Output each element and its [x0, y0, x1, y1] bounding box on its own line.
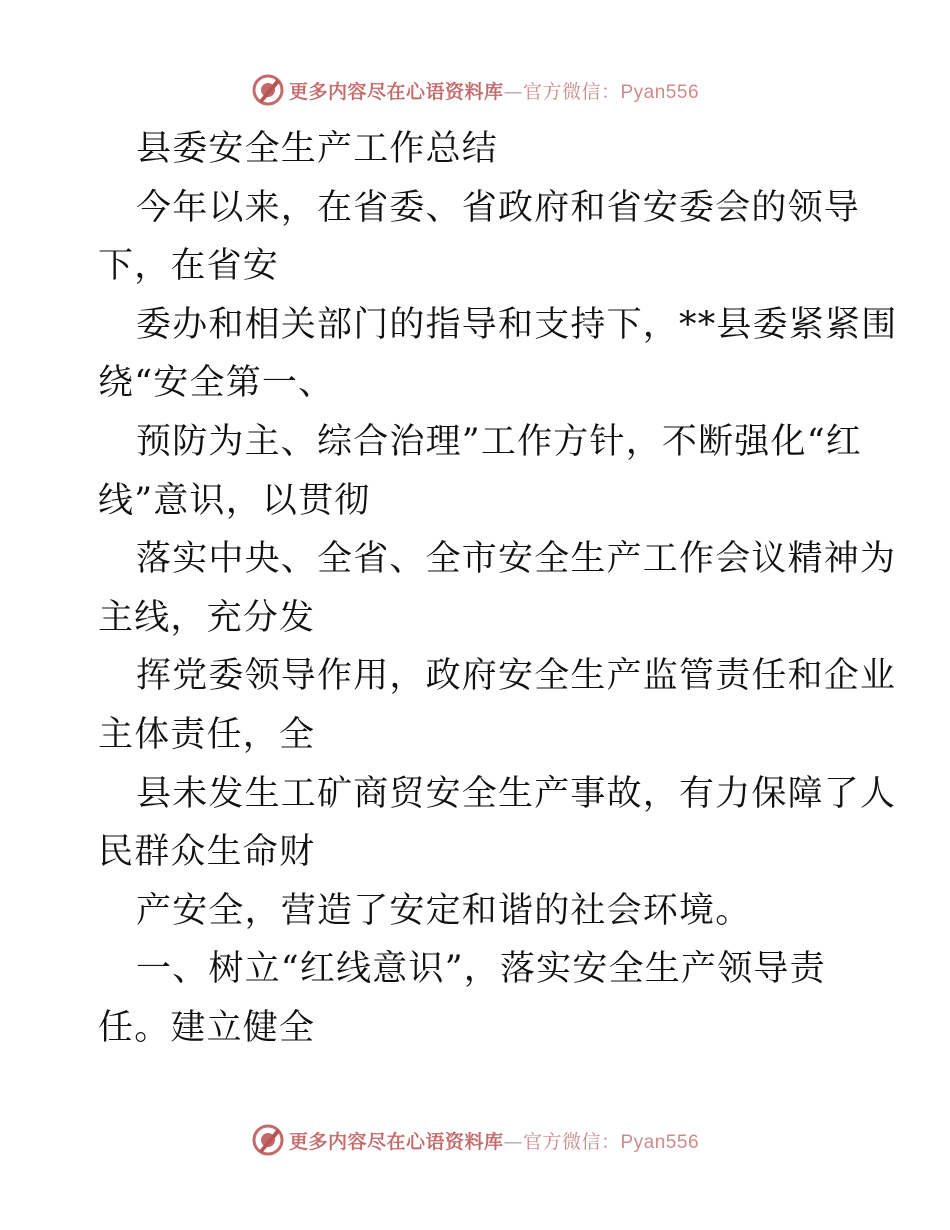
document-line: 今年以来，在省委、省政府和省安委会的领导: [136, 187, 861, 228]
document-line: 民群众生命财: [98, 832, 316, 873]
watermark-wechat-id: Pyan556: [620, 81, 700, 103]
section-heading-line: 一、树立“红线意识”，落实安全生产领导责: [136, 949, 826, 990]
document-title: 县委安全生产工作总结: [136, 129, 499, 169]
document-line: 落实中央、全省、全市安全生产工作会议精神为: [136, 539, 897, 580]
document-line: 县未发生工矿商贸安全生产事故，有力保障了人: [136, 773, 897, 814]
document-line: 绕“安全第一、: [98, 363, 335, 404]
document-line: 预防为主、综合治理”工作方针，不断强化“红: [136, 421, 862, 462]
watermark-text: [289, 1127, 699, 1154]
watermark-wechat-label: 官方微信：: [522, 1130, 621, 1153]
watermark-brand: 更多内容尽在心语资料库: [288, 80, 504, 103]
document-line: 委办和相关部门的指导和支持下，**县委紧紧围: [136, 304, 898, 345]
document-line: 主线，充分发: [98, 597, 316, 638]
watermark-separator: —: [503, 80, 523, 103]
watermark-wechat-label: 官方微信：: [522, 80, 621, 103]
watermark-wechat-id: Pyan556: [620, 1131, 700, 1153]
header-watermark-banner: [0, 70, 950, 110]
document-line: 线”意识，以贯彻: [98, 480, 371, 521]
footer-watermark-banner: [0, 1120, 950, 1160]
watermark-separator: —: [503, 1130, 523, 1153]
document-line: 挥党委领导作用，政府安全生产监管责任和企业: [136, 656, 897, 697]
quill-pen-logo-icon: [251, 1123, 285, 1157]
watermark-brand: 更多内容尽在心语资料库: [288, 1130, 504, 1153]
document-body: [98, 120, 898, 1058]
document-line: 任。建立健全: [98, 1007, 316, 1048]
quill-pen-logo-icon: [251, 73, 285, 107]
document-line: 产安全，营造了安定和谐的社会环境。: [136, 890, 752, 931]
document-line: 主体责任，全: [98, 714, 316, 755]
document-line: 下，在省安: [98, 246, 280, 287]
watermark-text: [289, 77, 699, 104]
